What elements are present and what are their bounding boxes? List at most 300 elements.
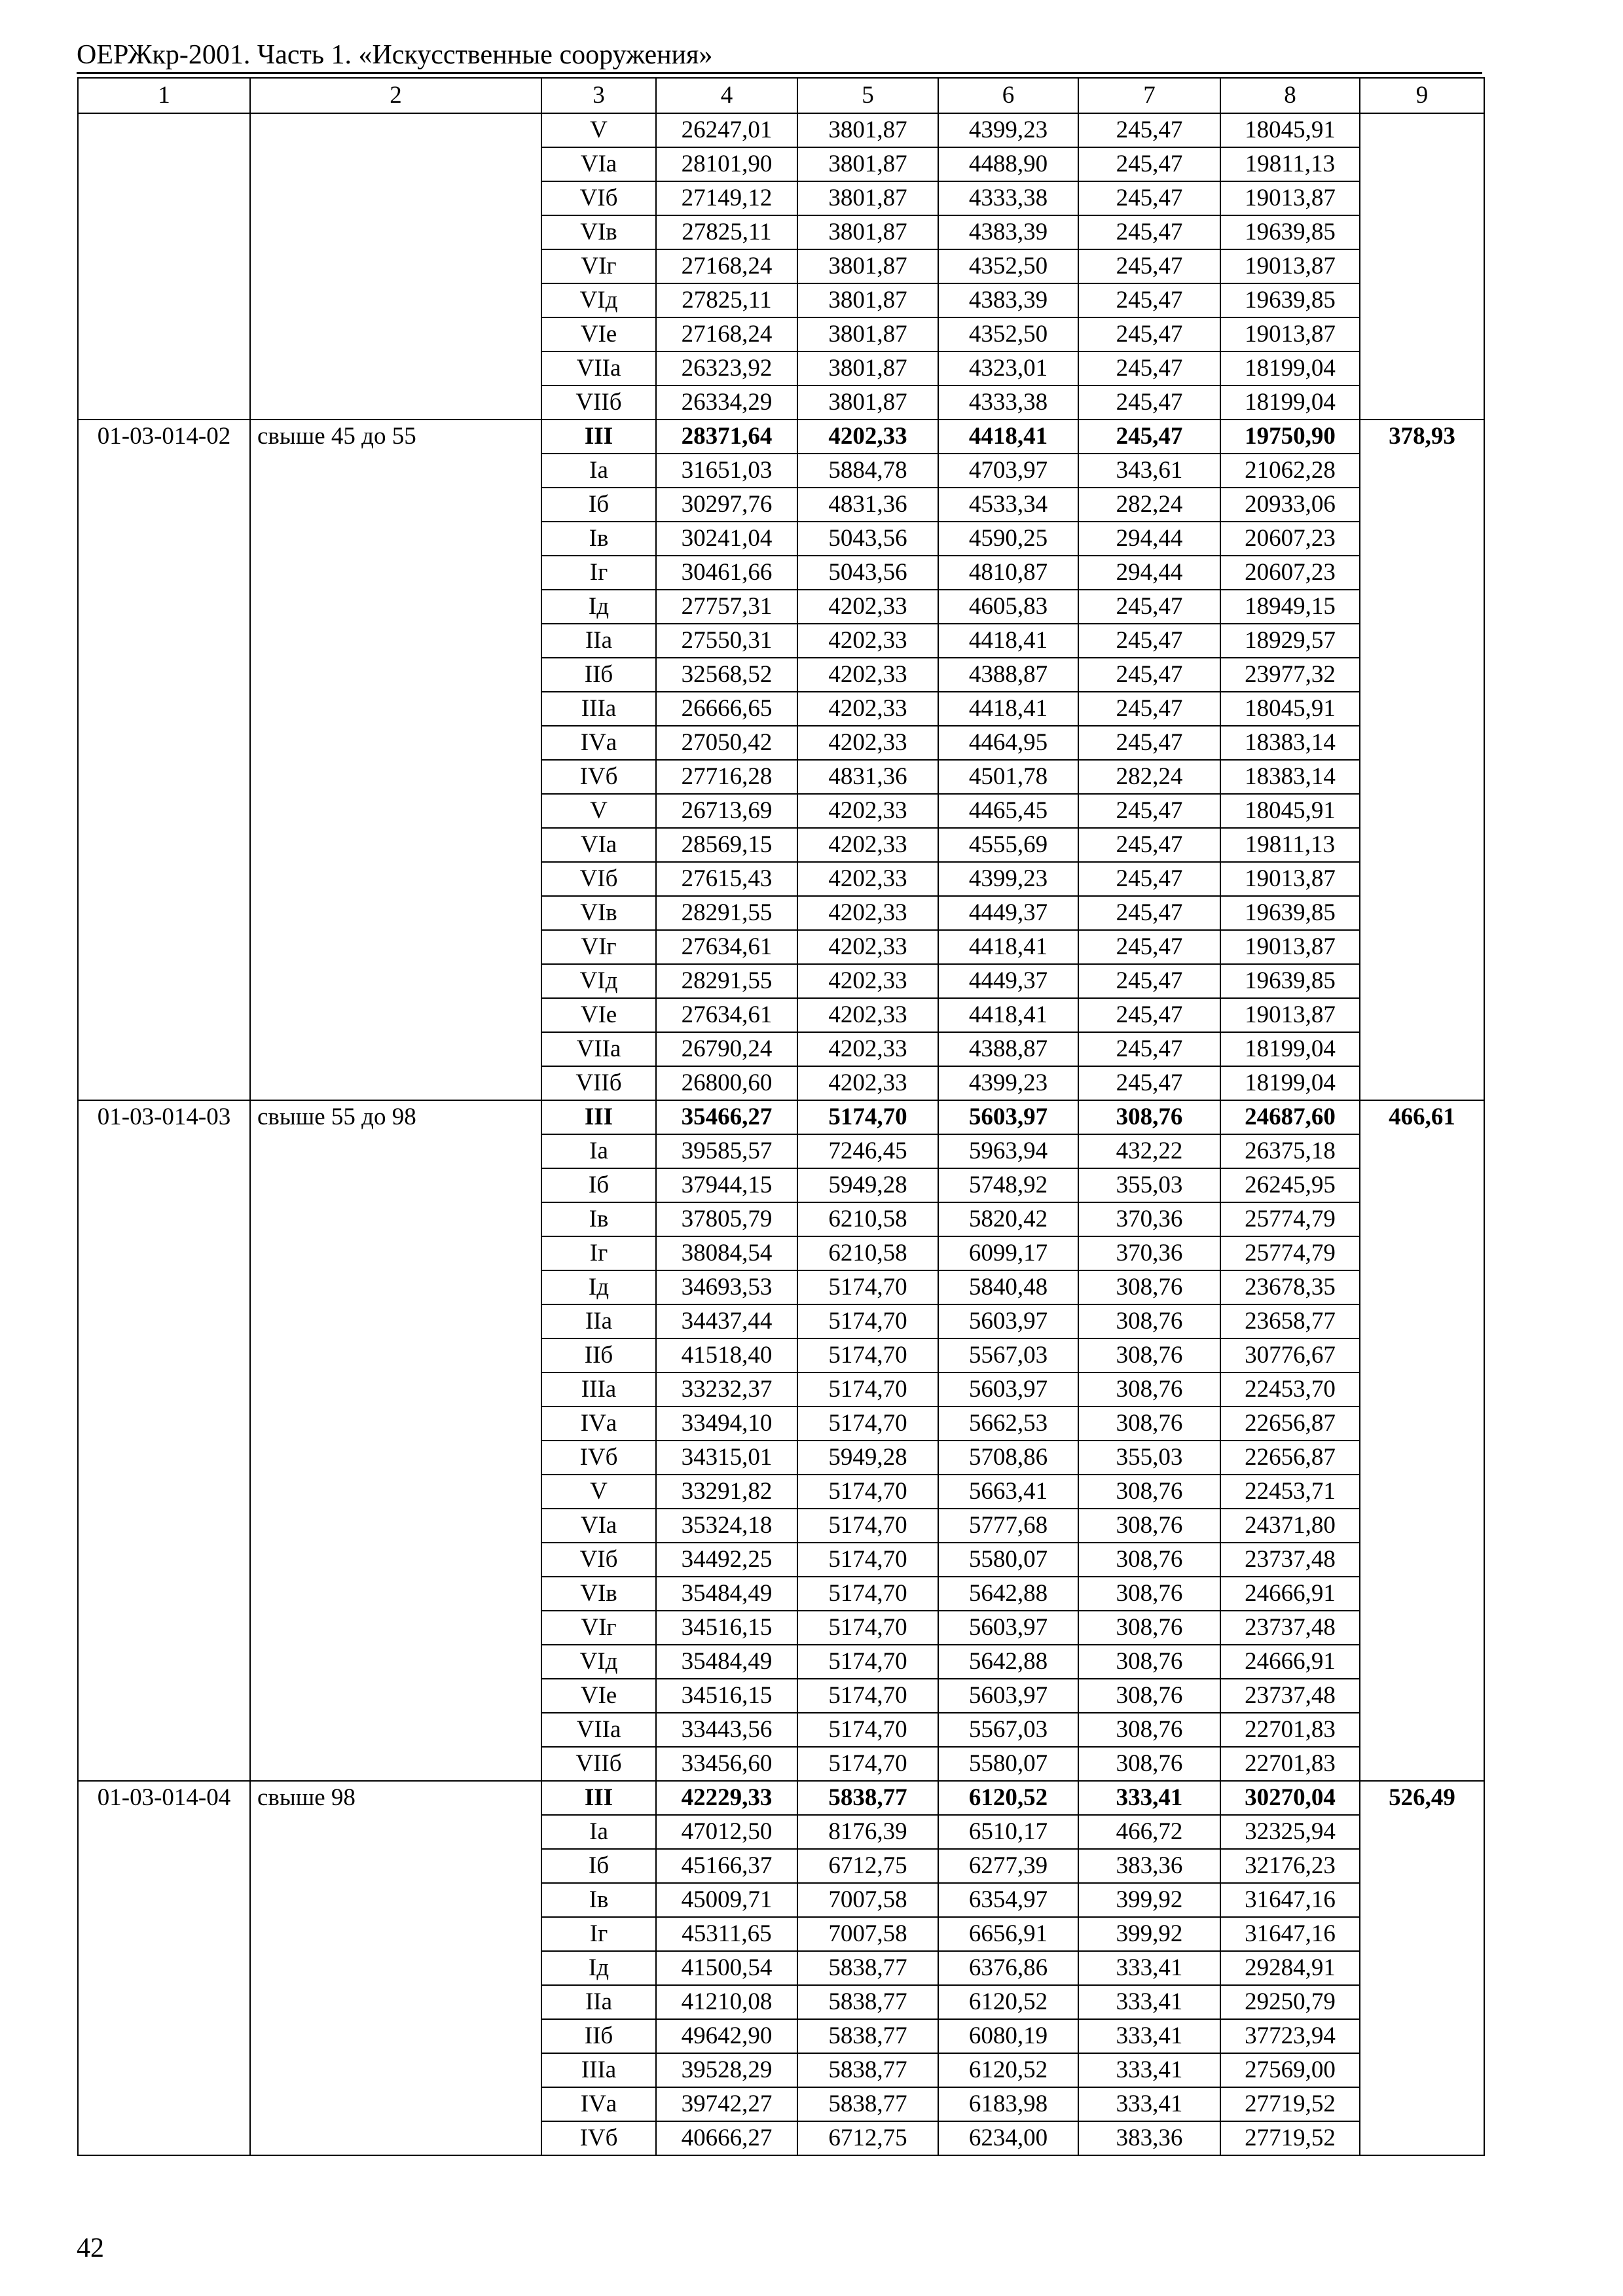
table-row xyxy=(78,1372,1484,1407)
value-cell-c4: 27550,31 xyxy=(656,624,797,658)
value-cell-c7: 294,44 xyxy=(1078,556,1220,590)
materials-cell xyxy=(1360,1815,1484,1849)
value-cell-c7: 245,47 xyxy=(1078,420,1220,454)
value-cell-c8: 22656,87 xyxy=(1220,1407,1360,1441)
materials-cell xyxy=(1360,2087,1484,2121)
region-class-cell: IIб xyxy=(541,658,656,692)
value-cell-c6: 4399,23 xyxy=(938,862,1078,896)
rate-code-cell xyxy=(78,1713,250,1747)
materials-cell xyxy=(1360,147,1484,181)
materials-cell xyxy=(1360,1747,1484,1781)
value-cell-c4: 26247,01 xyxy=(656,113,797,147)
value-cell-c4: 26323,92 xyxy=(656,351,797,386)
table-row xyxy=(78,998,1484,1032)
materials-cell: 466,61 xyxy=(1360,1100,1484,1134)
table-row xyxy=(78,726,1484,760)
materials-cell: 526,49 xyxy=(1360,1781,1484,1815)
rate-code-cell xyxy=(78,351,250,386)
value-cell-c7: 355,03 xyxy=(1078,1441,1220,1475)
value-cell-c5: 5174,70 xyxy=(797,1577,938,1611)
table-row xyxy=(78,1441,1484,1475)
rate-code-cell xyxy=(78,1372,250,1407)
value-cell-c8: 24666,91 xyxy=(1220,1577,1360,1611)
description-cell xyxy=(250,658,541,692)
value-cell-c7: 245,47 xyxy=(1078,964,1220,998)
value-cell-c8: 23977,32 xyxy=(1220,658,1360,692)
description-cell xyxy=(250,249,541,283)
value-cell-c8: 27569,00 xyxy=(1220,2053,1360,2087)
value-cell-c4: 40666,27 xyxy=(656,2121,797,2155)
value-cell-c7: 245,47 xyxy=(1078,147,1220,181)
value-cell-c4: 27634,61 xyxy=(656,930,797,964)
description-cell xyxy=(250,1951,541,1985)
region-class-cell: VIIб xyxy=(541,1066,656,1100)
rate-code-cell xyxy=(78,658,250,692)
value-cell-c8: 27719,52 xyxy=(1220,2121,1360,2155)
column-header: 1 xyxy=(78,78,250,113)
description-cell xyxy=(250,1883,541,1917)
value-cell-c8: 19013,87 xyxy=(1220,249,1360,283)
page-number: 42 xyxy=(77,2233,104,2263)
table-row xyxy=(78,896,1484,930)
region-class-cell: Iд xyxy=(541,590,656,624)
description-cell xyxy=(250,1304,541,1338)
value-cell-c7: 308,76 xyxy=(1078,1509,1220,1543)
region-class-cell: Iв xyxy=(541,1202,656,1236)
rate-code-cell: 01-03-014-03 xyxy=(78,1100,250,1134)
value-cell-c7: 282,24 xyxy=(1078,760,1220,794)
value-cell-c7: 308,76 xyxy=(1078,1338,1220,1372)
value-cell-c8: 26245,95 xyxy=(1220,1168,1360,1202)
value-cell-c6: 4590,25 xyxy=(938,522,1078,556)
description-cell xyxy=(250,1270,541,1304)
table-row xyxy=(78,590,1484,624)
materials-cell xyxy=(1360,658,1484,692)
value-cell-c5: 3801,87 xyxy=(797,113,938,147)
table-row xyxy=(78,215,1484,249)
rate-code-cell xyxy=(78,2053,250,2087)
table-row xyxy=(78,1202,1484,1236)
value-cell-c6: 6120,52 xyxy=(938,1781,1078,1815)
value-cell-c4: 45009,71 xyxy=(656,1883,797,1917)
value-cell-c8: 30270,04 xyxy=(1220,1781,1360,1815)
value-cell-c4: 34315,01 xyxy=(656,1441,797,1475)
value-cell-c8: 29284,91 xyxy=(1220,1951,1360,1985)
value-cell-c6: 5603,97 xyxy=(938,1611,1078,1645)
region-class-cell: V xyxy=(541,1475,656,1509)
value-cell-c4: 33494,10 xyxy=(656,1407,797,1441)
value-cell-c4: 34437,44 xyxy=(656,1304,797,1338)
table-row xyxy=(78,522,1484,556)
value-cell-c6: 5567,03 xyxy=(938,1338,1078,1372)
rate-code-cell xyxy=(78,1611,250,1645)
description-cell xyxy=(250,317,541,351)
value-cell-c7: 383,36 xyxy=(1078,1849,1220,1883)
region-class-cell: VIг xyxy=(541,1611,656,1645)
rate-code-cell xyxy=(78,1270,250,1304)
value-cell-c7: 343,61 xyxy=(1078,454,1220,488)
value-cell-c6: 4533,34 xyxy=(938,488,1078,522)
value-cell-c5: 3801,87 xyxy=(797,351,938,386)
region-class-cell: IIIа xyxy=(541,692,656,726)
rate-code-cell xyxy=(78,1645,250,1679)
rate-code-cell xyxy=(78,794,250,828)
table-row xyxy=(78,283,1484,317)
value-cell-c4: 27825,11 xyxy=(656,215,797,249)
value-cell-c6: 6080,19 xyxy=(938,2019,1078,2053)
materials-cell xyxy=(1360,998,1484,1032)
value-cell-c6: 4464,95 xyxy=(938,726,1078,760)
region-class-cell: III xyxy=(541,1781,656,1815)
rate-code-cell xyxy=(78,828,250,862)
description-cell xyxy=(250,1985,541,2019)
region-class-cell: VIIа xyxy=(541,351,656,386)
region-class-cell: IIа xyxy=(541,1985,656,2019)
value-cell-c8: 22453,71 xyxy=(1220,1475,1360,1509)
description-cell xyxy=(250,386,541,420)
value-cell-c7: 308,76 xyxy=(1078,1747,1220,1781)
value-cell-c5: 5949,28 xyxy=(797,1441,938,1475)
value-cell-c7: 333,41 xyxy=(1078,1985,1220,2019)
value-cell-c4: 35484,49 xyxy=(656,1645,797,1679)
rate-code-cell xyxy=(78,930,250,964)
value-cell-c8: 21062,28 xyxy=(1220,454,1360,488)
region-class-cell: VIг xyxy=(541,930,656,964)
description-cell xyxy=(250,283,541,317)
rate-code-cell xyxy=(78,1338,250,1372)
region-class-cell: VIг xyxy=(541,249,656,283)
value-cell-c7: 399,92 xyxy=(1078,1883,1220,1917)
region-class-cell: V xyxy=(541,113,656,147)
value-cell-c7: 245,47 xyxy=(1078,351,1220,386)
value-cell-c8: 19013,87 xyxy=(1220,181,1360,215)
description-cell xyxy=(250,215,541,249)
value-cell-c5: 5174,70 xyxy=(797,1100,938,1134)
value-cell-c8: 18045,91 xyxy=(1220,794,1360,828)
value-cell-c8: 18199,04 xyxy=(1220,386,1360,420)
materials-cell xyxy=(1360,1951,1484,1985)
value-cell-c6: 4449,37 xyxy=(938,896,1078,930)
value-cell-c6: 5603,97 xyxy=(938,1304,1078,1338)
value-cell-c7: 308,76 xyxy=(1078,1679,1220,1713)
region-class-cell: VIIб xyxy=(541,1747,656,1781)
value-cell-c8: 27719,52 xyxy=(1220,2087,1360,2121)
value-cell-c6: 4555,69 xyxy=(938,828,1078,862)
value-cell-c7: 245,47 xyxy=(1078,794,1220,828)
materials-cell xyxy=(1360,862,1484,896)
value-cell-c4: 27716,28 xyxy=(656,760,797,794)
value-cell-c5: 4202,33 xyxy=(797,828,938,862)
value-cell-c8: 19811,13 xyxy=(1220,147,1360,181)
region-class-cell: III xyxy=(541,420,656,454)
rate-code-cell xyxy=(78,1679,250,1713)
value-cell-c8: 23737,48 xyxy=(1220,1679,1360,1713)
value-cell-c4: 33232,37 xyxy=(656,1372,797,1407)
column-header: 5 xyxy=(797,78,938,113)
value-cell-c6: 5603,97 xyxy=(938,1372,1078,1407)
table-row xyxy=(78,2087,1484,2121)
value-cell-c7: 245,47 xyxy=(1078,862,1220,896)
table-row xyxy=(78,1917,1484,1951)
table-row xyxy=(78,760,1484,794)
table-row xyxy=(78,113,1484,147)
value-cell-c7: 333,41 xyxy=(1078,2053,1220,2087)
table-row xyxy=(78,692,1484,726)
value-cell-c7: 245,47 xyxy=(1078,1066,1220,1100)
value-cell-c5: 5174,70 xyxy=(797,1645,938,1679)
value-cell-c4: 27634,61 xyxy=(656,998,797,1032)
description-cell: свыше 45 до 55 xyxy=(250,420,541,454)
rate-code-cell xyxy=(78,454,250,488)
value-cell-c5: 5884,78 xyxy=(797,454,938,488)
value-cell-c8: 18383,14 xyxy=(1220,760,1360,794)
region-class-cell: IIIа xyxy=(541,1372,656,1407)
value-cell-c8: 19013,87 xyxy=(1220,317,1360,351)
value-cell-c8: 19750,90 xyxy=(1220,420,1360,454)
materials-cell xyxy=(1360,1475,1484,1509)
value-cell-c6: 4465,45 xyxy=(938,794,1078,828)
value-cell-c8: 20607,23 xyxy=(1220,522,1360,556)
region-class-cell: VIб xyxy=(541,1543,656,1577)
materials-cell xyxy=(1360,624,1484,658)
value-cell-c8: 19639,85 xyxy=(1220,283,1360,317)
value-cell-c6: 4383,39 xyxy=(938,283,1078,317)
region-class-cell: VIв xyxy=(541,215,656,249)
value-cell-c5: 8176,39 xyxy=(797,1815,938,1849)
table-row xyxy=(78,828,1484,862)
value-cell-c7: 245,47 xyxy=(1078,930,1220,964)
table-row xyxy=(78,1407,1484,1441)
rate-code-cell xyxy=(78,1509,250,1543)
value-cell-c5: 5174,70 xyxy=(797,1679,938,1713)
region-class-cell: Iб xyxy=(541,1168,656,1202)
column-header: 6 xyxy=(938,78,1078,113)
column-header: 3 xyxy=(541,78,656,113)
table-row xyxy=(78,488,1484,522)
rate-code-cell xyxy=(78,1917,250,1951)
table-row xyxy=(78,1134,1484,1168)
value-cell-c6: 5580,07 xyxy=(938,1747,1078,1781)
description-cell xyxy=(250,828,541,862)
value-cell-c4: 37944,15 xyxy=(656,1168,797,1202)
rate-code-cell xyxy=(78,488,250,522)
value-cell-c4: 27615,43 xyxy=(656,862,797,896)
value-cell-c5: 7007,58 xyxy=(797,1917,938,1951)
value-cell-c7: 245,47 xyxy=(1078,658,1220,692)
value-cell-c6: 4449,37 xyxy=(938,964,1078,998)
region-class-cell: VIв xyxy=(541,896,656,930)
description-cell xyxy=(250,1509,541,1543)
value-cell-c7: 245,47 xyxy=(1078,692,1220,726)
rate-code-cell xyxy=(78,1032,250,1066)
description-cell xyxy=(250,1236,541,1270)
value-cell-c7: 466,72 xyxy=(1078,1815,1220,1849)
value-cell-c4: 33291,82 xyxy=(656,1475,797,1509)
value-cell-c6: 6656,91 xyxy=(938,1917,1078,1951)
description-cell xyxy=(250,1475,541,1509)
value-cell-c6: 5820,42 xyxy=(938,1202,1078,1236)
value-cell-c5: 4202,33 xyxy=(797,862,938,896)
value-cell-c5: 4202,33 xyxy=(797,1066,938,1100)
value-cell-c5: 5174,70 xyxy=(797,1713,938,1747)
value-cell-c8: 19013,87 xyxy=(1220,930,1360,964)
region-class-cell: Iб xyxy=(541,488,656,522)
value-cell-c5: 7007,58 xyxy=(797,1883,938,1917)
value-cell-c4: 31651,03 xyxy=(656,454,797,488)
region-class-cell: IIб xyxy=(541,2019,656,2053)
value-cell-c6: 5748,92 xyxy=(938,1168,1078,1202)
value-cell-c8: 18199,04 xyxy=(1220,1032,1360,1066)
value-cell-c7: 282,24 xyxy=(1078,488,1220,522)
region-class-cell: VIа xyxy=(541,1509,656,1543)
value-cell-c7: 308,76 xyxy=(1078,1611,1220,1645)
value-cell-c5: 5949,28 xyxy=(797,1168,938,1202)
region-class-cell: VIе xyxy=(541,1679,656,1713)
description-cell xyxy=(250,1168,541,1202)
value-cell-c5: 5838,77 xyxy=(797,1985,938,2019)
value-cell-c7: 399,92 xyxy=(1078,1917,1220,1951)
materials-cell xyxy=(1360,2121,1484,2155)
value-cell-c6: 6277,39 xyxy=(938,1849,1078,1883)
value-cell-c7: 333,41 xyxy=(1078,1951,1220,1985)
value-cell-c6: 5777,68 xyxy=(938,1509,1078,1543)
value-cell-c8: 19811,13 xyxy=(1220,828,1360,862)
region-class-cell: VIд xyxy=(541,283,656,317)
materials-cell xyxy=(1360,351,1484,386)
materials-cell xyxy=(1360,249,1484,283)
value-cell-c5: 5043,56 xyxy=(797,522,938,556)
materials-cell xyxy=(1360,1713,1484,1747)
description-cell xyxy=(250,1747,541,1781)
rate-code-cell xyxy=(78,896,250,930)
value-cell-c7: 245,47 xyxy=(1078,249,1220,283)
table-row xyxy=(78,1270,1484,1304)
value-cell-c5: 3801,87 xyxy=(797,181,938,215)
header-rule xyxy=(77,72,1482,74)
value-cell-c4: 27168,24 xyxy=(656,317,797,351)
region-class-cell: Iа xyxy=(541,454,656,488)
value-cell-c7: 245,47 xyxy=(1078,624,1220,658)
value-cell-c8: 19013,87 xyxy=(1220,862,1360,896)
table-row xyxy=(78,2121,1484,2155)
table-row xyxy=(78,1509,1484,1543)
table-row xyxy=(78,1985,1484,2019)
rate-code-cell xyxy=(78,1577,250,1611)
value-cell-c4: 27757,31 xyxy=(656,590,797,624)
value-cell-c8: 23678,35 xyxy=(1220,1270,1360,1304)
description-cell xyxy=(250,760,541,794)
description-cell xyxy=(250,2121,541,2155)
value-cell-c7: 308,76 xyxy=(1078,1100,1220,1134)
rate-code-cell xyxy=(78,1066,250,1100)
value-cell-c5: 5838,77 xyxy=(797,1781,938,1815)
region-class-cell: Iв xyxy=(541,1883,656,1917)
table-row xyxy=(78,454,1484,488)
region-class-cell: VIд xyxy=(541,964,656,998)
value-cell-c5: 5174,70 xyxy=(797,1372,938,1407)
rate-code-cell xyxy=(78,522,250,556)
value-cell-c6: 5708,86 xyxy=(938,1441,1078,1475)
description-cell xyxy=(250,1577,541,1611)
description-cell xyxy=(250,998,541,1032)
value-cell-c6: 4388,87 xyxy=(938,658,1078,692)
value-cell-c5: 4202,33 xyxy=(797,420,938,454)
value-cell-c4: 28101,90 xyxy=(656,147,797,181)
materials-cell xyxy=(1360,113,1484,147)
value-cell-c8: 18199,04 xyxy=(1220,351,1360,386)
value-cell-c8: 19013,87 xyxy=(1220,998,1360,1032)
value-cell-c6: 4418,41 xyxy=(938,998,1078,1032)
description-cell xyxy=(250,1066,541,1100)
region-class-cell: VIб xyxy=(541,181,656,215)
value-cell-c8: 22656,87 xyxy=(1220,1441,1360,1475)
value-cell-c7: 308,76 xyxy=(1078,1713,1220,1747)
region-class-cell: IVа xyxy=(541,1407,656,1441)
region-class-cell: VIв xyxy=(541,1577,656,1611)
value-cell-c6: 6120,52 xyxy=(938,1985,1078,2019)
materials-cell xyxy=(1360,726,1484,760)
value-cell-c8: 22453,70 xyxy=(1220,1372,1360,1407)
value-cell-c6: 6510,17 xyxy=(938,1815,1078,1849)
region-class-cell: Iг xyxy=(541,1236,656,1270)
value-cell-c6: 5663,41 xyxy=(938,1475,1078,1509)
table-row xyxy=(78,1338,1484,1372)
value-cell-c7: 370,36 xyxy=(1078,1202,1220,1236)
table-row xyxy=(78,1849,1484,1883)
value-cell-c5: 3801,87 xyxy=(797,249,938,283)
value-cell-c4: 45166,37 xyxy=(656,1849,797,1883)
region-class-cell: V xyxy=(541,794,656,828)
rate-code-cell xyxy=(78,760,250,794)
value-cell-c6: 6376,86 xyxy=(938,1951,1078,1985)
rate-code-cell xyxy=(78,181,250,215)
region-class-cell: Iг xyxy=(541,556,656,590)
value-cell-c5: 5838,77 xyxy=(797,2087,938,2121)
value-cell-c6: 4399,23 xyxy=(938,113,1078,147)
value-cell-c5: 5174,70 xyxy=(797,1407,938,1441)
value-cell-c8: 29250,79 xyxy=(1220,1985,1360,2019)
materials-cell xyxy=(1360,1270,1484,1304)
value-cell-c5: 3801,87 xyxy=(797,147,938,181)
value-cell-c5: 7246,45 xyxy=(797,1134,938,1168)
rate-code-cell xyxy=(78,1236,250,1270)
description-cell xyxy=(250,1134,541,1168)
materials-cell xyxy=(1360,522,1484,556)
table-row xyxy=(78,1883,1484,1917)
materials-cell xyxy=(1360,488,1484,522)
rate-code-cell xyxy=(78,215,250,249)
materials-cell xyxy=(1360,283,1484,317)
value-cell-c5: 5043,56 xyxy=(797,556,938,590)
value-cell-c5: 5174,70 xyxy=(797,1304,938,1338)
value-cell-c7: 333,41 xyxy=(1078,2087,1220,2121)
description-cell xyxy=(250,862,541,896)
region-class-cell: VIIб xyxy=(541,386,656,420)
value-cell-c4: 26334,29 xyxy=(656,386,797,420)
materials-cell xyxy=(1360,692,1484,726)
materials-cell xyxy=(1360,1202,1484,1236)
value-cell-c5: 6712,75 xyxy=(797,1849,938,1883)
description-cell xyxy=(250,1713,541,1747)
value-cell-c6: 6183,98 xyxy=(938,2087,1078,2121)
rate-code-cell xyxy=(78,1849,250,1883)
rate-code-cell: 01-03-014-02 xyxy=(78,420,250,454)
description-cell xyxy=(250,1441,541,1475)
materials-cell xyxy=(1360,1236,1484,1270)
value-cell-c7: 308,76 xyxy=(1078,1577,1220,1611)
value-cell-c8: 20607,23 xyxy=(1220,556,1360,590)
materials-cell xyxy=(1360,1917,1484,1951)
